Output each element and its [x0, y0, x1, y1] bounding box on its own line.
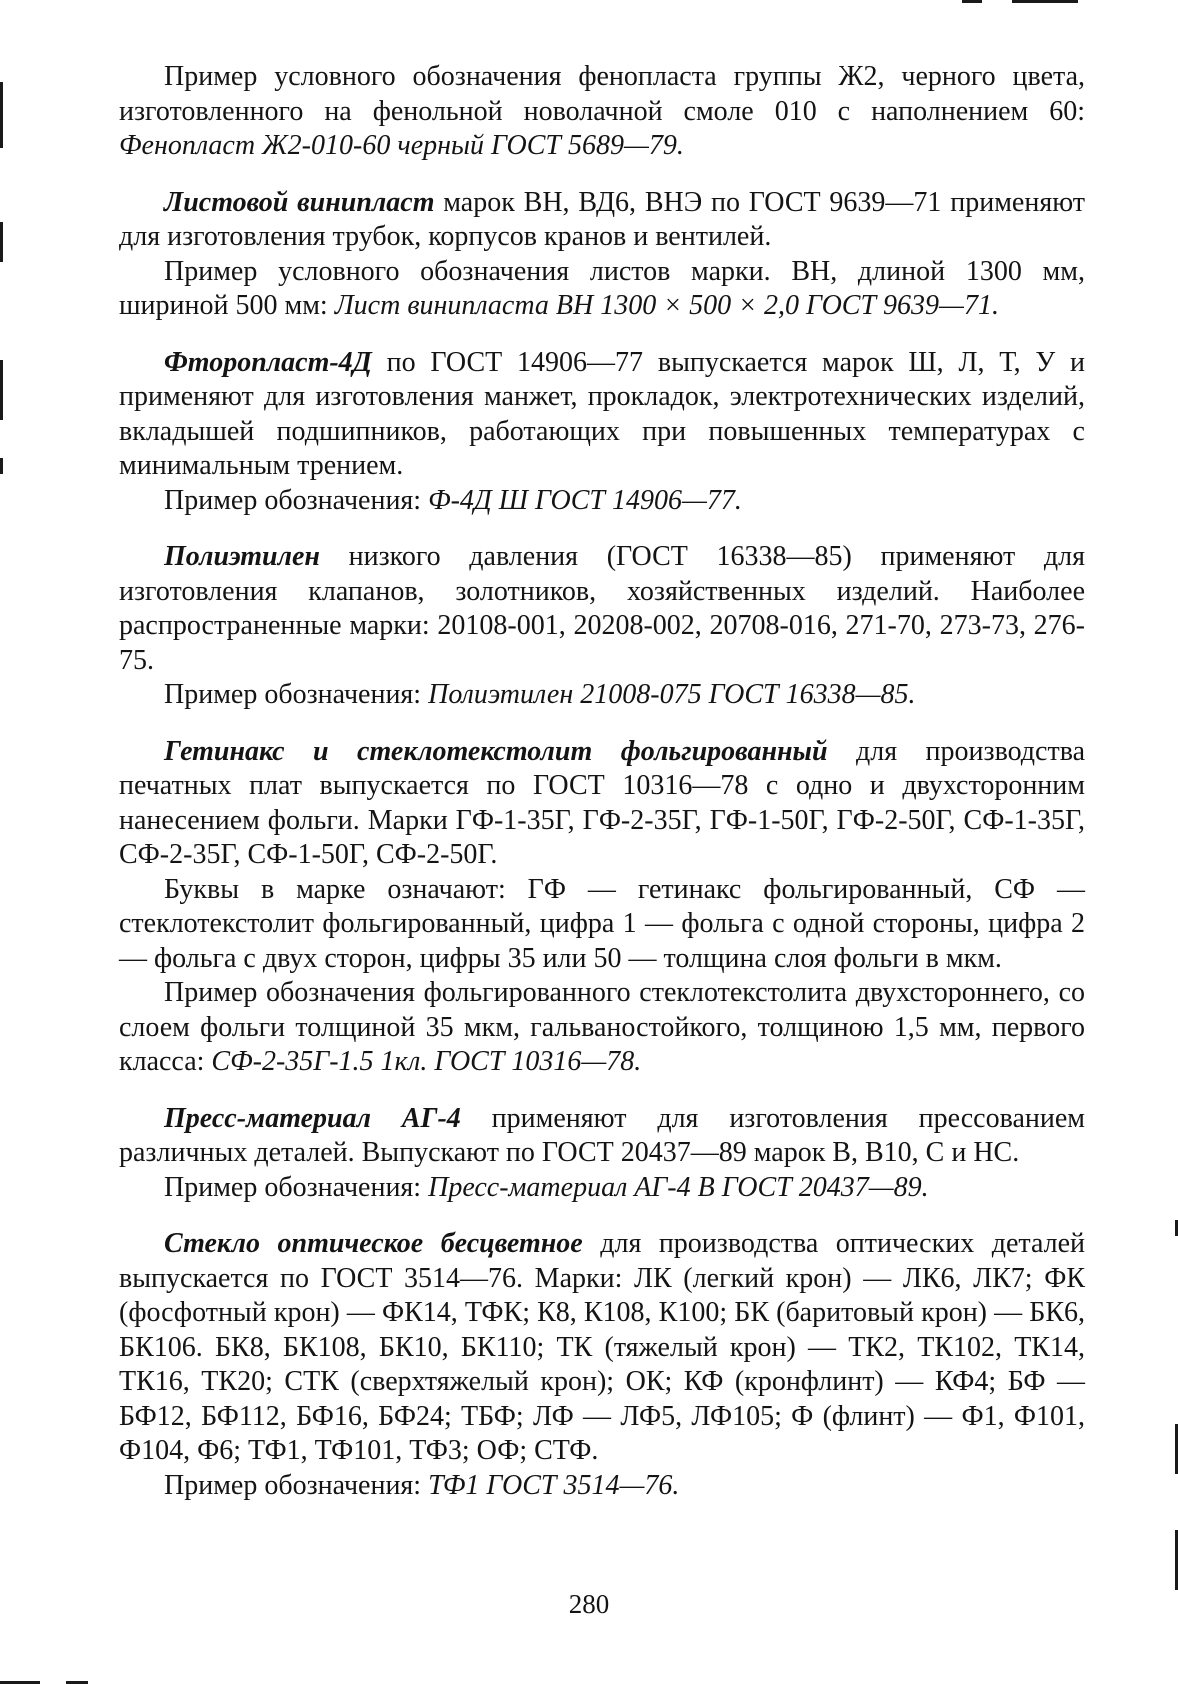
term-heading: Полиэтилен: [164, 541, 320, 572]
term-heading: Листовой винипласт: [164, 186, 435, 218]
designation-example: Фенопласт Ж2-010-60 черный ГОСТ 5689—79.: [119, 130, 684, 161]
paragraph-text: по ГОСТ 14906—77 выпускается марок Ш, Л, Т, У и применяют для изготовления манжет, прокладок, электротехнических изделий, вкладышей подшипников, работающих при повышенных температурах с минимальным трением.: [119, 346, 1085, 481]
designation-example: Ф-4Д Ш ГОСТ 14906—77.: [428, 484, 742, 516]
designation-example: ТФ1 ГОСТ 3514—76.: [428, 1469, 680, 1501]
term-heading: Фторопласт-4Д: [164, 346, 372, 378]
paragraph: [119, 346, 1085, 484]
paragraph-text: Пример обозначения фольгированного стеклотекстолита двухстороннего, со слоем фольги толщиной 35 мкм, гальваностойкого, толщиною 1,5 мм, первого класса:: [119, 977, 1085, 1077]
paragraph-text: Буквы в марке означают: ГФ — гетинакс фольгированный, СФ — стеклотекстолит фольгированный, цифра 1 — фольга с одной стороны, цифра 2 — фольга с двух сторон, цифры 35 или 50 — толщина слоя фольги в мкм.: [119, 873, 1085, 974]
paragraph: [119, 484, 1085, 519]
paragraph: [119, 735, 1085, 873]
paragraph: [119, 186, 1085, 255]
scan-mark-left-2: [0, 222, 3, 262]
paragraph: [119, 1102, 1085, 1171]
term-heading: Стекло оптическое бесцветное: [164, 1228, 583, 1259]
paragraph: [119, 678, 1085, 713]
scan-mark-top-small: [962, 0, 982, 3]
paragraph-text: Пример обозначения:: [164, 679, 429, 710]
paragraph: [119, 60, 1085, 164]
paragraph: [119, 1171, 1085, 1206]
paragraph-text: для производства оптических деталей выпускается по ГОСТ 3514—76. Марки: ЛК (легкий крон) — ЛК6, ЛК7; ФК (фосфотный крон) — ФК14, ТФК; К8, К108, К100; БК (баритовый крон) — БК6, БК106. БК8, БК108, БК10, БК110; ТК (тяжелый крон) — ТК2, ТК102, ТК14, ТК16, ТК20; СТК (сверхтяжелый крон); ОК; КФ (кронфлинт) — КФ4; БФ — БФ12, БФ112, БФ16, БФ24; ТБФ; ЛФ — ЛФ5, ЛФ105; Ф (флинт) — Ф1, Ф101, Ф104, Ф6; ТФ1, ТФ101, ТФ3; ОФ; СТФ.: [119, 1228, 1086, 1466]
term-heading: Пресс-материал АГ-4: [164, 1102, 461, 1134]
page-body: [119, 60, 1085, 1503]
paragraph: [119, 873, 1085, 977]
paragraph: [119, 1227, 1085, 1469]
scan-mark-top: [1012, 0, 1078, 3]
paragraph: [119, 1469, 1085, 1504]
paragraph-text: Пример обозначения:: [164, 1469, 429, 1501]
designation-example: Лист винипласта ВН 1300 × 500 × 2,0 ГОСТ 9639—71.: [334, 290, 999, 321]
paragraph-text: низкого давления (ГОСТ 16338—85) применяют для изготовления клапанов, золотников, хозяйственных изделий. Наиболее распространенные марки: 20108-001, 20208-002, 20708-016, 271-70, 273-73, 276-75.: [119, 541, 1085, 676]
page-number: 280: [568, 1589, 610, 1619]
designation-example: СФ-2-35Г-1.5 1кл. ГОСТ 10316—78.: [211, 1046, 642, 1077]
scan-mark-left-4: [0, 458, 3, 474]
paragraph-text: Пример обозначения:: [164, 484, 429, 516]
designation-example: Пресс-материал АГ-4 В ГОСТ 20437—89.: [428, 1171, 929, 1203]
paragraph: [119, 976, 1085, 1080]
paragraph-text: Пример условного обозначения фенопласта группы Ж2, черного цвета, изготовленного на фенольной новолачной смоле 010 с наполнением 60:: [119, 61, 1085, 127]
paragraph: [119, 255, 1085, 324]
paragraph-text: для производства печатных плат выпускается по ГОСТ 10316—78 с одно и двухсторонним нанесением фольги. Марки ГФ-1-35Г, ГФ-2-35Г, ГФ-1-50Г, ГФ-2-50Г, СФ-1-35Г, СФ-2-35Г, СФ-1-50Г, СФ-2-50Г.: [119, 735, 1086, 870]
paragraph-text: марок ВН, ВД6, ВНЭ по ГОСТ 9639—71 применяют для изготовления трубок, корпусов кранов и вентилей.: [119, 186, 1085, 252]
paragraph: [119, 540, 1085, 678]
paragraph-text: Пример обозначения:: [164, 1171, 429, 1203]
scan-mark-left-3: [0, 360, 3, 420]
designation-example: Полиэтилен 21008-075 ГОСТ 16338—85.: [428, 679, 916, 710]
paragraph-text: применяют для изготовления прессованием различных деталей. Выпускают по ГОСТ 20437—89 марок В, В10, С и НС.: [119, 1102, 1085, 1168]
scan-mark-left-1: [0, 82, 3, 148]
term-heading: Гетинакс и стеклотекстолит фольгированный: [164, 735, 828, 767]
paragraph-text: Пример условного обозначения листов марки. ВН, длиной 1300 мм, шириной 500 мм:: [119, 255, 1085, 321]
